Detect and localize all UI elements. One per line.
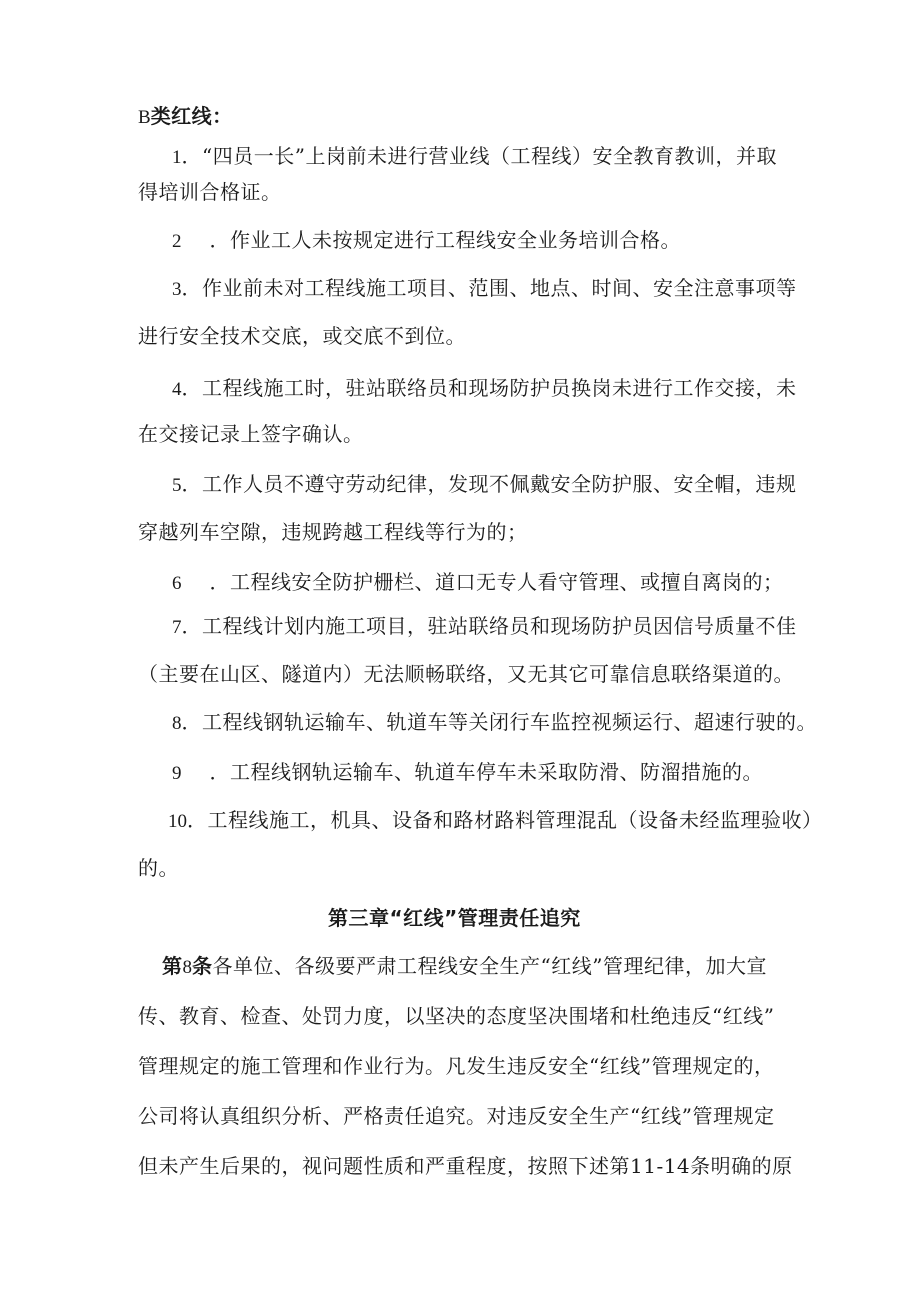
list-item-1-line-2: 得培训合格证。 bbox=[138, 180, 282, 204]
list-item-number: 3 bbox=[172, 279, 182, 300]
list-item-9-line-1 bbox=[172, 760, 763, 786]
list-item-number: 1 bbox=[172, 147, 182, 168]
article-line-2: 传、教育、检查、处罚力度，以坚决的态度坚决围堵和杜绝违反“红线” bbox=[138, 1004, 775, 1028]
section-b-title-prefix: B bbox=[138, 107, 151, 128]
article-label-suffix: 条 bbox=[192, 954, 213, 978]
article-first-line bbox=[162, 954, 767, 980]
article-line-3: 管理规定的施工管理和作业行为。凡发生违反安全“红线”管理规定的， bbox=[138, 1054, 775, 1078]
list-item-4-line-2: 在交接记录上签字确认。 bbox=[138, 422, 364, 446]
list-item-10-line-1 bbox=[168, 808, 823, 834]
section-b-title bbox=[138, 104, 233, 130]
list-item-3-line-2: 进行安全技术交底，或交底不到位。 bbox=[138, 324, 466, 348]
article-label-prefix: 第 bbox=[162, 954, 183, 978]
article-label-number: 8 bbox=[182, 957, 192, 978]
list-item-text: ．工作人员不遵守劳动纪律，发现不佩戴安全防护服、安全帽，违规 bbox=[181, 472, 797, 496]
list-item-3-line-1 bbox=[172, 276, 797, 302]
list-item-text: ．工程线施工时，驻站联络员和现场防护员换岗未进行工作交接，未 bbox=[181, 376, 797, 400]
list-item-8-line-1 bbox=[172, 710, 817, 736]
list-item-10-line-2: 的。 bbox=[138, 856, 179, 880]
list-item-text: ．工程线计划内施工项目，驻站联络员和现场防护员因信号质量不佳 bbox=[181, 614, 797, 638]
section-b-title-text: 类红线： bbox=[150, 104, 233, 128]
list-item-1-line-1 bbox=[172, 144, 777, 170]
list-item-number: 9 bbox=[172, 763, 182, 784]
list-item-text: ．作业工人未按规定进行工程线安全业务培训合格。 bbox=[209, 228, 681, 252]
list-item-text: ．工程线钢轨运输车、轨道车停车未采取防滑、防溜措施的。 bbox=[209, 760, 763, 784]
list-item-text: ．“四员一长”上岗前未进行营业线（工程线）安全教育教训，并取 bbox=[181, 144, 777, 168]
list-item-2-line-1 bbox=[172, 228, 681, 254]
chapter-heading: 第三章“红线”管理责任追究 bbox=[328, 906, 581, 930]
article-line-5: 但未产生后果的，视问题性质和严重程度，按照下述第11-14条明确的原 bbox=[138, 1154, 793, 1178]
article-line-4: 公司将认真组织分析、严格责任追究。对违反安全生产“红线”管理规定 bbox=[138, 1104, 775, 1128]
list-item-text: ．工程线安全防护栅栏、道口无专人看守管理、或擅自离岗的； bbox=[209, 570, 784, 594]
list-item-5-line-2: 穿越列车空隙，违规跨越工程线等行为的； bbox=[138, 520, 528, 544]
list-item-6-line-1 bbox=[172, 570, 784, 596]
list-item-text: ．工程线施工，机具、设备和路材路料管理混乱（设备未经监理验收） bbox=[187, 808, 823, 832]
list-item-4-line-1 bbox=[172, 376, 797, 402]
list-item-number: 5 bbox=[172, 475, 182, 496]
list-item-number: 4 bbox=[172, 379, 182, 400]
list-item-text: ．作业前未对工程线施工项目、范围、地点、时间、安全注意事项等 bbox=[181, 276, 797, 300]
list-item-number: 2 bbox=[172, 231, 182, 252]
list-item-7-line-2: （主要在山区、隧道内）无法顺畅联络，又无其它可靠信息联络渠道的。 bbox=[138, 662, 794, 686]
list-item-number: 6 bbox=[172, 573, 182, 594]
list-item-number: 7 bbox=[172, 617, 182, 638]
article-first-line-text: 各单位、各级要严肃工程线安全生产“红线”管理纪律，加大宣 bbox=[212, 954, 767, 978]
list-item-number: 10 bbox=[168, 811, 187, 832]
list-item-7-line-1 bbox=[172, 614, 797, 640]
list-item-5-line-1 bbox=[172, 472, 797, 498]
list-item-text: ．工程线钢轨运输车、轨道车等关闭行车监控视频运行、超速行驶的。 bbox=[181, 710, 817, 734]
list-item-number: 8 bbox=[172, 713, 182, 734]
